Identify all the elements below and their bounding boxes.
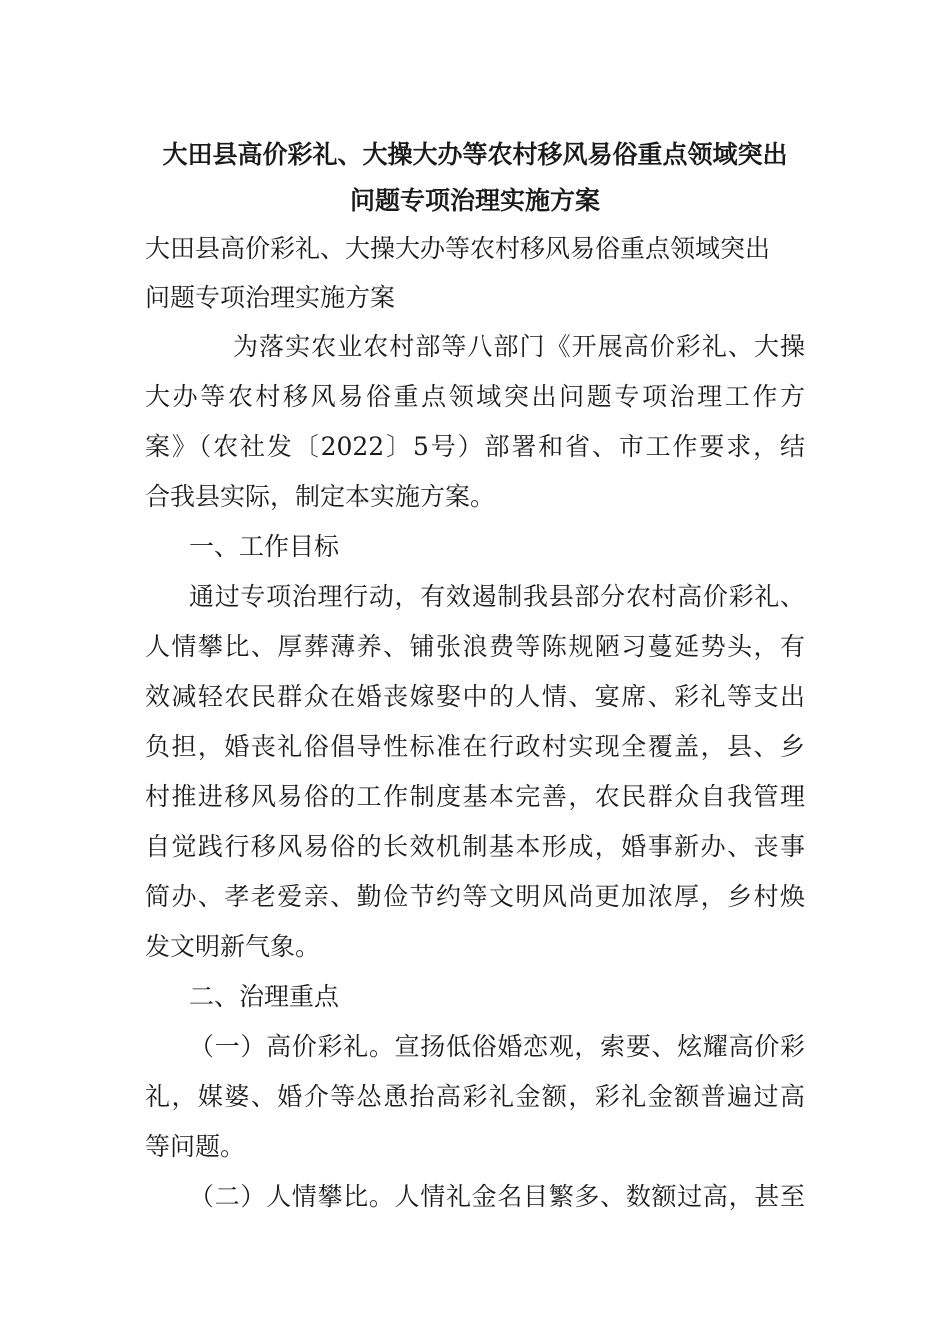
goals-line-2: 人情攀比、厚葬薄养、铺张浪费等陈规陋习蔓延势头，有 [145,632,805,661]
item2-line-1: （二）人情攀比。人情礼金名目繁多、数额过高，甚至 [189,1182,805,1211]
document-subtitle [145,224,805,322]
goals-line-8: 发文明新气象。 [145,932,321,961]
subtitle-line-2: 问题专项治理实施方案 [145,283,396,312]
intro-paragraph [145,322,805,522]
item1-line-1: （一）高价彩礼。宣扬低俗婚恋观，索要、炫耀高价彩 [189,1032,805,1061]
focus-item-2 [145,1172,805,1222]
goals-line-4: 负担，婚丧礼俗倡导性标准在行政村实现全覆盖，县、乡 [145,732,805,761]
intro-line-1: 为落实农业农村部等八部门《开展高价彩礼、大操 [233,332,805,361]
section-heading-goals: 一、工作目标 [189,532,340,561]
goals-line-3: 效减轻农民群众在婚丧嫁娶中的人情、宴席、彩礼等支出 [145,682,805,711]
goals-line-5: 村推进移风易俗的工作制度基本完善，农民群众自我管理 [145,782,805,811]
item1-line-3: 等问题。 [145,1132,246,1161]
goals-line-1: 通过专项治理行动，有效遏制我县部分农村高价彩礼、 [189,582,805,611]
title-line-2: 问题专项治理实施方案 [349,186,600,215]
document-title [145,132,805,224]
intro-line-2: 大办等农村移风易俗重点领域突出问题专项治理工作方 [145,382,805,411]
goals-line-6: 自觉践行移风易俗的长效机制基本形成，婚事新办、丧事 [145,832,805,861]
section-heading-focus: 二、治理重点 [189,982,340,1011]
item1-line-2: 礼，媒婆、婚介等怂恿抬高彩礼金额，彩礼金额普遍过高 [145,1082,805,1111]
intro-line-4: 合我县实际，制定本实施方案。 [145,482,496,511]
goals-paragraph [145,572,805,972]
focus-item-1 [145,1022,805,1172]
goals-line-7: 简办、孝老爱亲、勤俭节约等文明风尚更加浓厚，乡村焕 [145,882,805,911]
intro-line-3: 案》（农社发〔2022〕5号）部署和省、市工作要求，结 [145,432,805,461]
title-line-1: 大田县高价彩礼、大操大办等农村移风易俗重点领域突出 [162,140,788,169]
document-page [145,132,805,1222]
subtitle-line-1: 大田县高价彩礼、大操大办等农村移风易俗重点领域突出 [145,234,771,263]
